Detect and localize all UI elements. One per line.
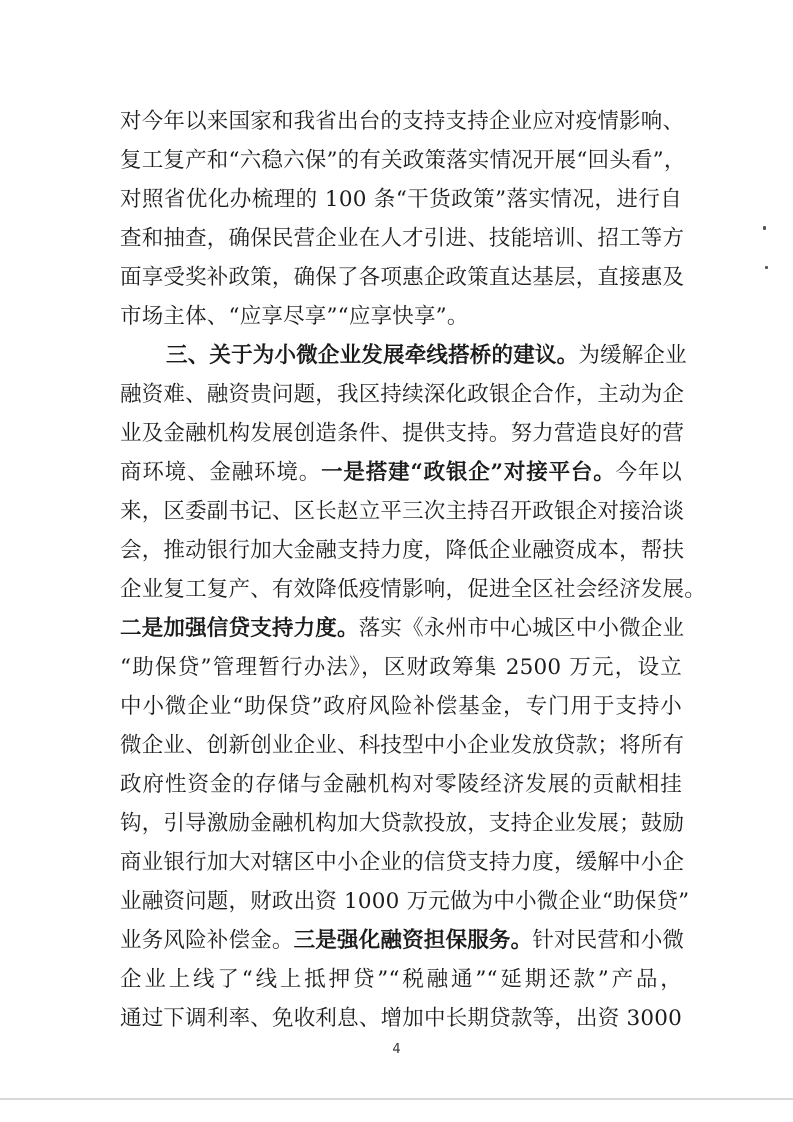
text-line bbox=[120, 765, 682, 804]
body-text-segment: 企业复工复产、有效降低疫情影响，促进全区社会经济发展。 bbox=[120, 577, 706, 602]
bold-heading-text: 三是强化融资担保服务。 bbox=[293, 928, 533, 953]
body-text-segment: 融资难、融资贵问题，我区持续深化政银企合作，主动为企 bbox=[120, 382, 685, 407]
text-line bbox=[120, 375, 685, 414]
text-line bbox=[120, 804, 685, 843]
body-text-segment: 业融资问题，财政出资 1000 万元做为中小微企业“助保贷” bbox=[120, 889, 690, 914]
text-line bbox=[120, 219, 685, 258]
body-text-segment: 通过下调利率、免收利息、增加中长期贷款等，出资 3000 bbox=[120, 1006, 682, 1031]
text-line bbox=[120, 297, 682, 336]
text-line bbox=[120, 531, 685, 570]
text-line bbox=[120, 726, 685, 765]
body-text-segment: 业及金融机构发展创造条件、提供支持。努力营造良好的营 bbox=[120, 421, 685, 446]
text-line bbox=[120, 570, 706, 609]
text-line bbox=[120, 843, 685, 882]
body-text-segment: 落实《永州市中心城区中小微企业 bbox=[358, 616, 685, 641]
text-line bbox=[120, 102, 685, 141]
body-text-segment: 复工复产和“六稳六保”的有关政策落实情况开展“回头看”， bbox=[120, 148, 686, 173]
text-line bbox=[120, 336, 687, 375]
bold-heading-text: 二是加强信贷支持力度。 bbox=[120, 616, 359, 641]
text-line bbox=[120, 687, 682, 726]
body-text bbox=[120, 102, 706, 1038]
body-text-segment: 来，区委副书记、区长赵立平三次主持召开政银企对接洽谈 bbox=[120, 499, 685, 524]
text-line bbox=[120, 882, 690, 921]
body-text-segment: 市场主体、“应享尽享”“应享快享”。 bbox=[120, 304, 469, 329]
scan-speck bbox=[763, 226, 766, 230]
body-text-segment: 政府性资金的存储与金融机构对零陵经济发展的贡献相挂 bbox=[120, 772, 682, 797]
text-line bbox=[120, 609, 685, 648]
bold-heading-text: 一是搭建“政银企”对接平台。 bbox=[321, 460, 616, 485]
body-text-segment: 业务风险补偿金。 bbox=[120, 928, 294, 953]
body-text-segment: “助保贷”管理暂行办法》，区财政筹集 2500 万元，设立 bbox=[120, 655, 682, 680]
body-text-segment: 面享受奖补政策，确保了各项惠企政策直达基层，直接惠及 bbox=[120, 265, 685, 290]
text-line bbox=[120, 999, 682, 1038]
body-text-segment: 商业银行加大对辖区中小企业的信贷支持力度，缓解中小企 bbox=[120, 850, 685, 875]
body-text-segment: 查和抽查，确保民营企业在人才引进、技能培训、招工等方 bbox=[120, 226, 685, 251]
text-line bbox=[120, 960, 682, 999]
body-text-segment: 今年以 bbox=[615, 460, 682, 485]
body-text-segment: 对照省优化办梳理的 100 条“干货政策”落实情况，进行自 bbox=[120, 187, 682, 212]
body-text-segment: 中小微企业“助保贷”政府风险补偿基金，专门用于支持小 bbox=[120, 694, 682, 719]
bold-heading-text: 三、关于为小微企业发展牵线搭桥的建议。 bbox=[166, 343, 579, 368]
body-text-segment: 微企业、创新创业企业、科技型中小企业发放贷款；将所有 bbox=[120, 733, 685, 758]
body-text-segment: 商环境、金融环境。 bbox=[120, 460, 322, 485]
text-line bbox=[120, 453, 682, 492]
body-text-segment: 企业上线了“线上抵押贷”“税融通”“延期还款”产品， bbox=[120, 967, 682, 992]
text-line bbox=[120, 492, 685, 531]
body-text-segment: 为缓解企业 bbox=[578, 343, 687, 368]
text-line bbox=[120, 141, 686, 180]
body-text-segment: 钩，引导激励金融机构加大贷款投放，支持企业发展；鼓励 bbox=[120, 811, 685, 836]
body-text-segment: 对今年以来国家和我省出台的支持支持企业应对疫情影响、 bbox=[120, 109, 685, 134]
text-line bbox=[120, 180, 682, 219]
page-number: 4 bbox=[392, 1042, 401, 1057]
body-text-segment: 会，推动银行加大金融支持力度，降低企业融资成本，帮扶 bbox=[120, 538, 685, 563]
body-text-segment: 针对民营和小微 bbox=[532, 928, 685, 953]
scan-edge bbox=[0, 1098, 793, 1100]
text-line bbox=[120, 414, 685, 453]
text-line bbox=[120, 921, 685, 960]
text-line bbox=[120, 648, 682, 687]
scan-speck bbox=[765, 266, 768, 269]
text-line bbox=[120, 258, 685, 297]
